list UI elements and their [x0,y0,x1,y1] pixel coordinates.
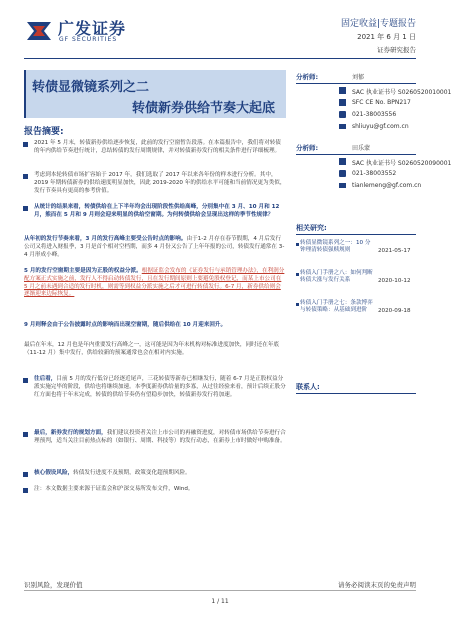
bullet-icon [296,243,299,246]
bullet-icon [296,273,299,276]
related-item-date: 2020-09-18 [378,308,411,314]
phone-icon [338,169,347,178]
related-heading: 相关研究: [296,224,327,232]
email-icon [338,181,347,190]
analyst-email[interactable]: tianlemeng@gf.com.cn [352,182,422,189]
bullet-icon [23,472,28,477]
summary-heading: 报告摘要: [24,127,64,137]
page-number: 1 / 11 [211,598,229,605]
summary-paragraph: 考虑到本轮转债市场扩容始于 2017 年，我们选取了 2017 年以来各年份的样本进行分析。其中，2019 年期转债新券的供给速度明显加快，因此 2019-2020 年的供给水平可能和当前情况更为类似，发行节奏具有更高的参考价值。 [24,172,286,195]
certificate-icon [338,98,347,107]
summary-paragraph: 5 月的发行空窗期主要是因为正股的权益分派。根据证监会发布的《证券发行与承销管理办法》，在利润分配方案正式实施之前，发行人不得启动转债发行，且在发行期间原则上要避免股权登记，而某上市公司在 5 月之前未遇到合适的发行时机，则需等到权益分派实施之后才可进行转债发行。6-7 月，新券供给则会逐渐迎来边际恢复。 [24,268,285,298]
analyst-divider [296,83,416,84]
report-type: 固定收益|专题报告 [340,19,416,29]
summary-paragraph: 往后看，目前 5 月的发行低谷已经逐近尾声，三花转债等新券已相继发行，随着 6-7 月是正股权益分派实施完毕的阶段，供给也将继续加速。本季度新券供给量的多寡，从过往经验来看，预计后续正股分红方面也将于年末完成，转债的供给节奏仍有望稳步加快，转债新券发行将加速。 [24,376,286,399]
bullet-icon [23,378,28,383]
summary-paragraph: 核心假设风险，转债发行进度不及预期，政策变化超预期风险。 [24,470,286,478]
analyst-phone: 021-38003556 [352,111,397,118]
report-date: 2021 年 6 月 1 日 [357,33,416,41]
related-item-date: 2021-05-17 [378,248,411,254]
summary-paragraph: 9 月则释会由于公告披露时点的影响而出现空窗期，随后供给在 10 月迎来回升。 [24,322,227,328]
related-item-date: 2020-10-12 [378,278,411,284]
bullet-icon [23,432,28,437]
footer-disclaimer-link[interactable]: 请务必阅读末页的免责声明 [338,581,416,589]
bullet-icon [23,142,28,147]
analyst-cert: SAC 执业证书号 S0260520090001 [352,160,451,167]
related-item-title[interactable]: 转债入门手册之七：条款博弈与转债策略：从基础到进阶 [300,300,373,314]
bullet-icon [296,303,299,306]
analyst-sfc: SFC CE No. BPN217 [352,99,411,106]
contact-heading: 联系人: [296,383,320,391]
logo-subtext: GF SECURITIES [59,36,118,43]
analyst-phone: 021-38003552 [352,170,397,177]
header-divider [24,58,416,59]
gf-logo-icon [24,18,54,44]
report-title: 转债新券供给节奏大起底 [132,101,276,116]
summary-paragraph: 最后，新券发行的规划方面，我们建议投资者关注上市公司的再融资进度，对转债市场供给节奏进行合理预判，适当关注目前热点标的（如银行、周期、科技等）的发行动态，在新券上市时做好申购准备。 [24,430,286,446]
email-icon [338,122,347,131]
logo-text: 广发证券 [58,19,127,38]
summary-paragraph: 从年初的发行节奏来看，3 月的发行高峰主要受公告时点的影响。由于1-2 月存在春节假期，4 月后发行公司又将进入财报季，3 月是首个相对空档期，而多 4 月份又公告了上年年报的公司，转债发行通常在 3-4 月形成小峰。 [24,236,285,258]
summary-paragraph: 注：本文数据主要来源于证监会和沪深交易所发布文件，Wind。 [24,486,286,494]
analyst-divider [296,154,416,155]
related-item-title[interactable]: 转债入门手册之八：如何判断转债大涨与发行关系 [300,270,373,284]
footer-divider [24,590,416,591]
title-band-accent [24,70,26,118]
bullet-icon [23,206,28,211]
summary-paragraph: 最后在年末，12 月也是年内重要发行高峰之一，这可能是因为年末机构对标准进度加快，同时还在年底（11-12 月）集中发行，供给较新的预案通常也会在相对内实施。 [24,342,280,356]
series-title: 转债显微镜系列之二 [32,80,150,95]
analyst-cert: SAC 执业证书号 S0260520010001 [352,89,451,96]
contact-divider [296,393,416,394]
report-department: 证券研究报告 [377,46,416,54]
certificate-icon [338,86,347,95]
certificate-icon [338,157,347,166]
related-item-title[interactable]: 转债显微镜系列之一：10 分钟理清转债强赎规则 [300,240,371,254]
footer-slogan: 识别风险，发现价值 [24,581,83,589]
summary-paragraph: 从统计的结果来看，转债供给在上下半年均会出现阶段性供给高峰，分别集中在 3 月、10 月和 12 月，熊而在 5 月和 9 月则会迎来明显的供给空窗期。为何转债供给会呈现出这样的季节性规律？ [24,204,286,220]
related-divider [296,234,416,235]
analyst-label: 分析师: [296,73,319,81]
analyst-email[interactable]: shliuyu@gf.com.cn [352,123,409,130]
bullet-icon [23,174,28,179]
summary-paragraph: 2021 年 5 月末，转债新券供给逐步恢复，此前的发行空窗暂告段落。在本篇报告中，我们将对转债的年内供给节奏进行统计，总结转债的发行周期规律，并对转债新券发行的相关条件进行详细梳理。 [24,140,286,156]
analyst-label: 分析师: [296,144,319,152]
bullet-icon [23,488,28,493]
analyst-name: 刘郁 [352,74,365,81]
phone-icon [338,110,347,119]
analyst-name: 田乐蒙 [352,145,371,152]
